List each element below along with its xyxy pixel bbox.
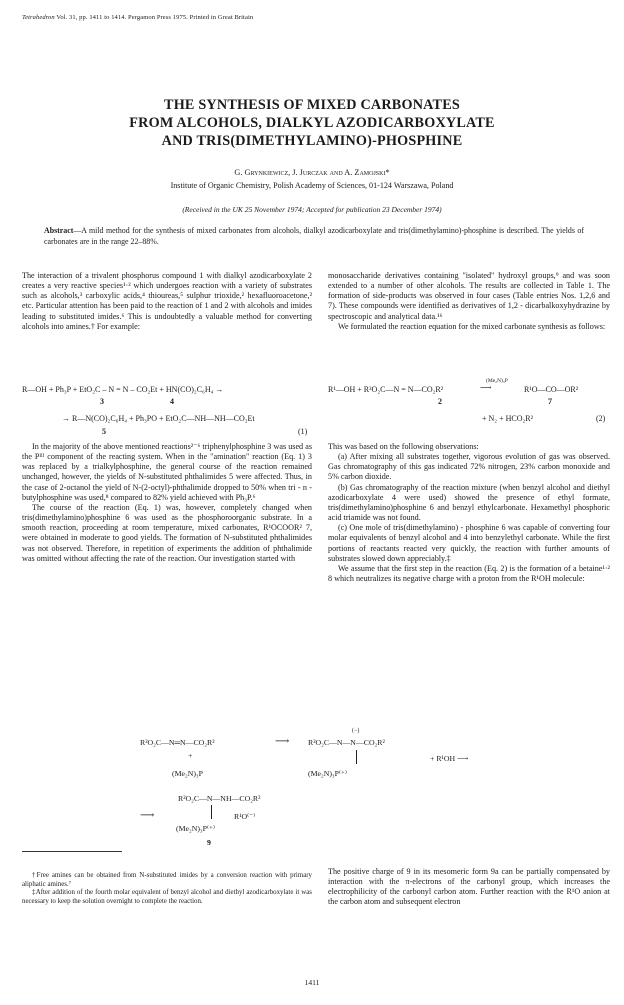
paper-title — [0, 96, 624, 151]
journal-header — [22, 14, 253, 21]
title-line: THE SYNTHESIS OF MIXED CARBONATES — [164, 97, 460, 113]
footnotes — [22, 872, 312, 906]
body-paragraph: The interaction of a trivalent phosphorus compound 1 with dialkyl azodicarboxylate 2 creates a very reactive species¹·² which undergoes reaction with a variety of substrates such as alcohols,³ carboxylic acids,⁴ thioureas,⁵ sulphur trioxide,² hexafluoroacetone,² etc. Particular attention has been paid to the reaction of 1 and 2 with alcohols and imides leading to substituted imides.⁶ This is undoubtedly a valuable method for converting alcohols into amines.† For example: — [22, 271, 312, 331]
right-column-intro — [328, 271, 610, 332]
equation-1-line-2: → R—N(CO)₂C₆H₄ + Ph₃PO + EtO₂C—NH—NH—CO₂Et — [62, 414, 255, 423]
abstract-label: Abstract — [44, 226, 74, 235]
abstract — [44, 226, 584, 247]
authors: G. Grynkiewicz, J. Jurczak and A. Zamojski* — [234, 168, 390, 177]
body-paragraph: monosaccharide derivatives containing "isolated" hydroxyl groups,⁹ and was soon extended to a number of other alcohols. The results are collected in Table 1. The formation of side-products was observed in four cases (Table entries Nos. 1,2,6 and 7). These compounds were identified as derivatives of 1,2 - dicarbalkoxyhydrazine by spectroscopic and analytical data.¹⁶ — [328, 271, 610, 321]
body-paragraph: (c) One mole of tris(dimethylamino) - phosphine 6 was capable of converting four molar equivalents of benzyl alcohol and 4 into benzylethyl carbonate. While the first portions of reactants reacted very quickly, the reaction with further amounts of substrates slowed down appreciably.‡ — [328, 523, 610, 563]
footnote: ‡After addition of the fourth molar equivalent of benzyl alcohol and diethyl azodicarboxylate it was necessary to keep the solution overnight to complete the reaction. — [22, 889, 312, 905]
footnote-rule — [22, 851, 122, 852]
equation-1-label: (1) — [298, 427, 308, 436]
equation-2-label: (2) — [596, 414, 606, 423]
equation-1-compound-3: 3 — [100, 397, 104, 406]
body-paragraph: We formulated the reaction equation for the mixed carbonate synthesis as follows: — [338, 321, 606, 331]
equation-1-line-1: R—OH + Ph₃P + EtO₂C – N = N – CO₂Et + HN(CO)₂C₆H₄ → — [22, 385, 224, 394]
received-dates: (Received in the UK 25 November 1974; Accepted for publication 23 December 1974) — [182, 205, 442, 214]
abstract-text: —A mild method for the synthesis of mixed carbonates from alcohols, dialkyl azodicarboxylate and tris(dimethylamino)-phosphine is described. The yields of carbonates are in the range 22–88%. — [44, 226, 584, 246]
scheme-plus-alcohol: + R¹OH ⟶ — [430, 754, 469, 763]
equation-2-product: R¹O—CO—OR² — [524, 385, 579, 394]
right-column-bottom — [328, 867, 610, 908]
equation-2-line-1: R¹—OH + R²O₂C—N = N—CO₂R² — [328, 385, 444, 394]
body-paragraph: In the majority of the above mentioned reactions²⁻⁶ triphenylphosphine 3 was used as the Pᴵᴵᴵ component of the reacting system. When in the "amination" reaction (Eq. 1) 3 was replaced by a trialkylphosphine, the general course of the reaction remained unchanged, however, the yields of N-substituted phthalimides 5 were affected. Thus, in the case of 2-octanol the yield of N-(2-octyl)-phthalimide dropped to 50% when tri - n - butylphosphine was used,⁸ compared to 82% yield achieved with Ph₃P.⁶ — [22, 442, 312, 502]
scheme-bond — [211, 805, 212, 819]
title-line: AND TRIS(DIMETHYLAMINO)-PHOSPHINE — [161, 133, 463, 150]
body-paragraph: This was based on the following observations: — [328, 442, 479, 451]
footnote: †Free amines can be obtained from N-substituted imides by a conversion reaction with primary aliphatic amines.⁷ — [22, 872, 312, 888]
equation-1-compound-5: 5 — [102, 427, 106, 436]
scheme-compound-9: 9 — [207, 838, 211, 847]
scheme-bond — [356, 750, 357, 764]
affiliation: Institute of Organic Chemistry, Polish Academy of Sciences, 01-124 Warszawa, Poland — [170, 181, 454, 190]
scheme-intermediate-phosphonium: (Me₂N)₃P⁽⁺⁾ — [176, 824, 215, 833]
page-number: 1411 — [304, 978, 320, 987]
scheme-reactant-azo: R²O₂C—N═N—CO₂R² — [140, 738, 215, 747]
equation-1-compound-4: 4 — [170, 397, 174, 406]
right-column-body — [328, 442, 610, 584]
scheme-arrow-1: ⟶ — [275, 736, 290, 747]
scheme-arrow-2: ⟶ — [140, 810, 155, 821]
left-column-body — [22, 442, 312, 564]
body-paragraph: We assume that the first step in the reaction (Eq. 2) is the formation of a betaine¹·² 8 which neutralizes its negative charge with a proton from the R¹OH molecule: — [328, 563, 610, 584]
equation-2-reagent: (Me₂N)₃P — [486, 378, 508, 384]
body-paragraph: (a) After mixing all substrates together, vigorous evolution of gas was observed. Gas chromatography of this gas indicated 72% nitrogen, 23% carbon monoxide and 5% carbon dioxide. — [328, 452, 610, 482]
scheme-betaine: R²O₂C—N—N—CO₂R² — [308, 738, 385, 747]
equation-2-arrow: ⟶ — [480, 383, 492, 392]
left-column-intro — [22, 271, 312, 332]
scheme-plus: + — [188, 751, 193, 760]
scheme-minus-charge: (−) — [352, 728, 360, 734]
journal-name: Tetrahedron — [22, 14, 55, 21]
scheme-phosphonium: (Me₂N)₃P⁽⁺⁾ — [308, 769, 347, 778]
equation-2-compound-2: 2 — [438, 397, 442, 406]
scheme-phosphine: (Me₂N)₃P — [172, 769, 203, 778]
title-line: FROM ALCOHOLS, DIALKYL AZODICARBOXYLATE — [129, 115, 495, 132]
equation-2-compound-7: 7 — [548, 397, 552, 406]
scheme-alkoxide: R¹O⁽⁻⁾ — [234, 812, 256, 821]
scheme-intermediate-top: R²O₂C—N—NH—CO₂R² — [178, 794, 261, 803]
body-paragraph: The positive charge of 9 in its mesomeric form 9a can be partially compensated by interaction with the π-electrons of the carbonyl group, which increases the electrophilicity of the carbonyl carbon atom. Further reaction with the R¹O anion at the carbon atom and subsequent electron — [328, 867, 610, 907]
journal-citation: Vol. 31, pp. 1411 to 1414. Pergamon Press 1975. Printed in Great Britain — [56, 14, 254, 21]
body-paragraph: (b) Gas chromatography of the reaction mixture (when benzyl alcohol and diethyl azodicarboxylate 4 were used) showed the presence of ethyl formate, tris(dimethylamino)phosphine 6 and benzyl ethylcarbonate. Hexamethyl phosphoric acid triamide was not found. — [328, 482, 610, 523]
equation-2-line-2: + N₂ + HCO₂R² — [482, 414, 534, 423]
body-paragraph: The course of the reaction (Eq. 1) was, however, completely changed when tris(dimethylamino)phosphine 6 was used as the phosphoroorganic substrate. In a smooth reaction, proceeding at room temperature, mixed carbonates, R¹OCOOR² 7, were obtained in moderate to good yields. The formation of N-substituted phthalimides was not observed. Therefore, in repetition of experiments the addition of phthalimide was omitted without affecting the rate of the reaction. Our investigation started with — [22, 502, 312, 563]
